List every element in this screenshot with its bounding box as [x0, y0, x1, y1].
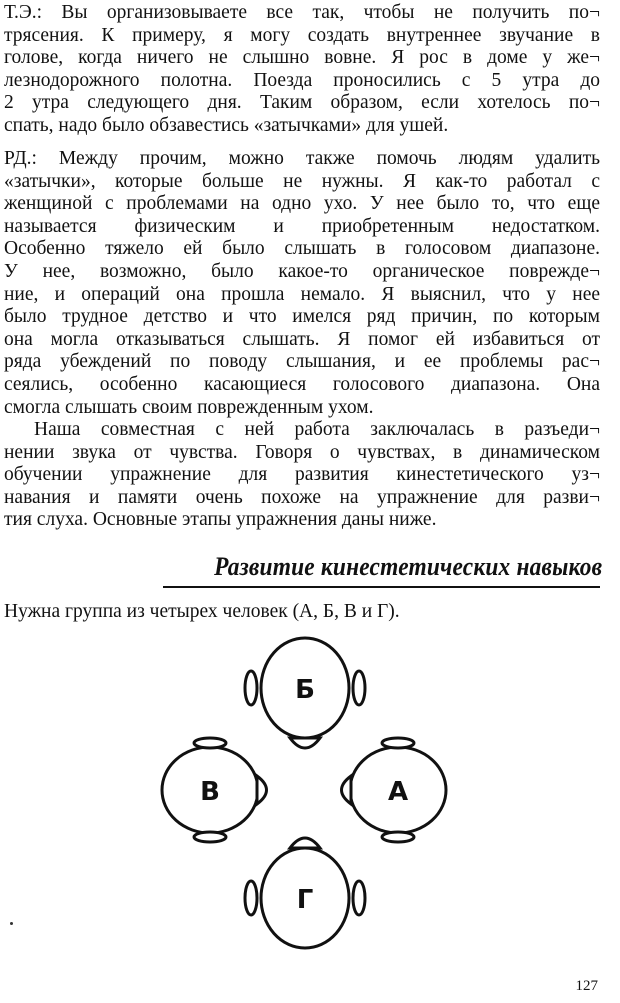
text-line: сеялись, особенно касающиеся голосового диапазона. Она	[4, 373, 600, 395]
text-line: ряда убеждений по поводу слышания, и ее проблемы рас¬	[4, 351, 600, 373]
page-number: 127	[575, 978, 598, 994]
text-line: У нее, возможно, было какое-то органическое поврежде¬	[4, 260, 600, 282]
text-line: Т.Э.: Вы организовываете все так, чтобы не получить по¬	[4, 2, 600, 23]
text-line: РД.: Между прочим, можно также помочь людям удалить	[4, 148, 600, 169]
paragraph-te	[4, 2, 600, 138]
text-line: навания и памяти очень похоже на упражнение для разви¬	[4, 486, 600, 508]
text-line: 2 утра следующего дня. Таким образом, если хотелось по¬	[4, 92, 600, 114]
paragraph-joint-work	[4, 419, 600, 532]
head-b-letter: Б	[295, 675, 315, 705]
heading-underline	[163, 586, 600, 588]
text-line: было трудное детство и что имелся ряд причин, по которым	[4, 306, 600, 328]
print-speck	[10, 922, 13, 925]
text-line: обучении упражнение для развития кинестетического уз¬	[4, 464, 600, 486]
intro-text: Нужна группа из четырех человек (А, Б, В и Г).	[4, 601, 400, 622]
text-line: она могла отказываться слышать. Я помог ей избавиться от	[4, 328, 600, 350]
head-a-letter: А	[387, 777, 409, 807]
text-line: спать, надо было обзавестись «затычками» для ушей.	[4, 114, 449, 136]
paragraph-rd	[4, 148, 600, 419]
four-heads-diagram	[140, 630, 460, 975]
head-g-letter: Г	[296, 885, 314, 915]
section-heading: Развитие кинестетических навыков	[213, 552, 602, 581]
text-line: трясения. К примеру, я могу создать внутреннее звучание в	[4, 24, 600, 46]
text-line: «затычки», которые больше не нужны. Я как-то работал с	[4, 170, 600, 192]
text-line: смогла слышать своим поврежденным ухом.	[4, 396, 374, 418]
text-line: нении звука от чувства. Говоря о чувствах, в динамическом	[4, 441, 600, 463]
text-line: голове, когда ничего не слышно вовне. Я рос в доме у же¬	[4, 47, 600, 69]
text-line: тия слуха. Основные этапы упражнения даны ниже.	[4, 509, 437, 531]
text-line: ние, и операций она прошла немало. Я выяснил, что у нее	[4, 283, 600, 305]
text-line: называется физическим и приобретенным недостатком.	[4, 215, 600, 237]
text-line: женщиной с проблемами на одно ухо. У нее было то, что еще	[4, 193, 600, 215]
text-line: Особенно тяжело ей было слышать в голосовом диапазоне.	[4, 238, 600, 260]
text-line: лезнодорожного полотна. Поезда проносились с 5 утра до	[4, 69, 600, 91]
text-line: Наша совместная с ней работа заключалась в разъеди¬	[34, 419, 600, 440]
head-v-letter: В	[200, 777, 220, 807]
